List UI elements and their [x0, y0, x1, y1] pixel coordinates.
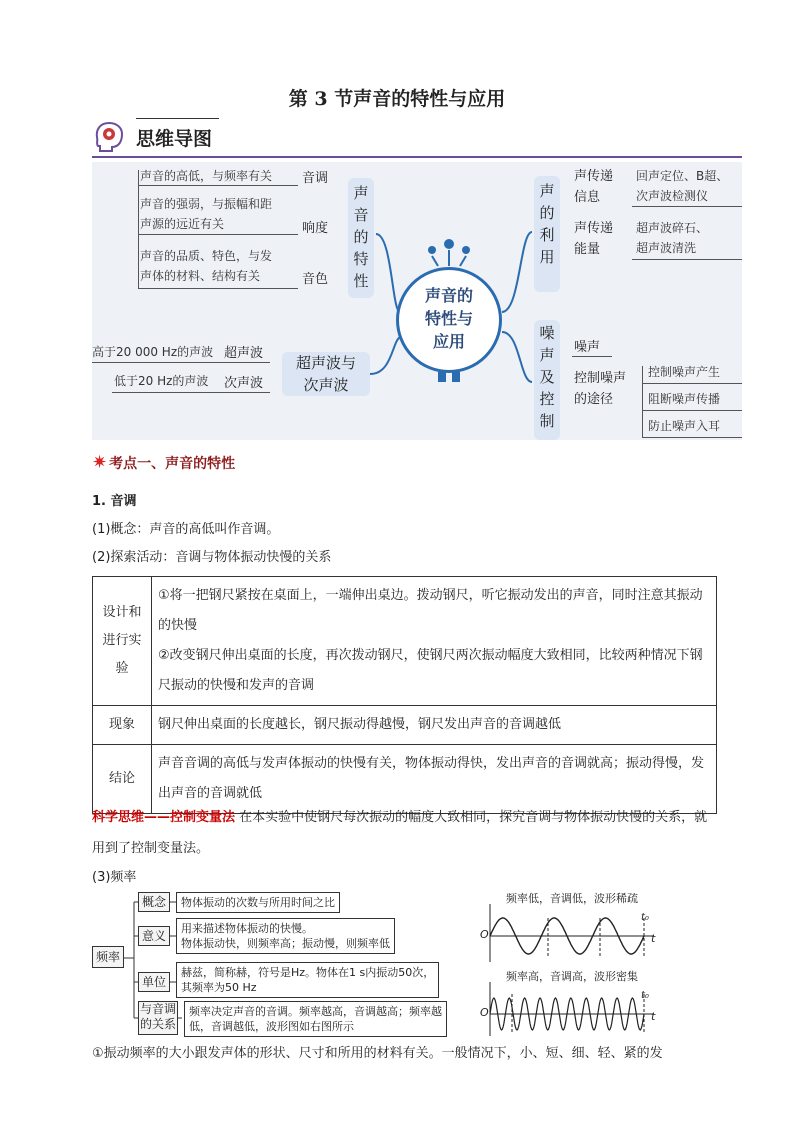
mm-box-ultrasound: 超声波与 次声波 — [282, 352, 370, 396]
mm-rb-key-1: 噪声 — [574, 340, 601, 355]
mm-left-key-1: 音调 — [302, 171, 329, 186]
science-thinking-label: 科学思维——控制变量法 — [92, 810, 236, 825]
waveform-figure — [476, 888, 662, 1038]
freq-label-relation: 与音调 的关系 — [138, 1001, 178, 1035]
mm-box-application: 声 的 利 用 — [534, 176, 560, 292]
design-step-1: ①将一把钢尺紧按在桌面上，一端伸出桌边。拨动钢尺，听它振动发出的声音，同时注意其振动的快慢 — [158, 588, 703, 633]
mindmap-header — [92, 118, 742, 158]
mm-rt-key-2: 声传递 能量 — [574, 221, 614, 257]
freq-root: 频率 — [92, 946, 124, 968]
wave-high-frequency — [490, 998, 644, 1030]
mm-rt-desc-2: 超声波碎石、 超声波清洗 — [636, 221, 709, 255]
science-thinking-note — [92, 802, 717, 864]
star-icon: ✷ — [92, 452, 108, 473]
freq-label-concept: 概念 — [138, 892, 170, 912]
mm-left-desc-2: 声音的强弱，与振幅和距 声源的远近有关 — [140, 197, 273, 231]
wave-top-label: 频率低，音调低，波形稀疏 — [506, 892, 638, 905]
mm-box-characteristics: 声 音 的 特 性 — [348, 178, 374, 298]
para-concept: (1)概念：声音的高低叫作音调。 — [92, 522, 280, 537]
wave-bottom-o: O — [480, 1006, 489, 1019]
mm-left-desc-3: 声音的品质、特色，与发 声体的材料、结构有关 — [140, 249, 273, 283]
brain-head-icon — [92, 120, 126, 154]
mm-lb-key-2: 次声波 — [224, 376, 264, 391]
experiment-table — [92, 576, 717, 814]
mm-lb-desc-2: 低于20 Hz的声波 — [114, 374, 209, 388]
mm-left-desc-1: 声音的高低，与频率有关 — [140, 169, 273, 183]
table-head-conclusion: 结论 — [93, 745, 152, 814]
header-top-rule — [136, 118, 219, 119]
mm-left-key-3: 音色 — [302, 272, 329, 287]
wave-bottom-label: 频率高，音调高，波形密集 — [506, 970, 638, 983]
mm-lb-key-1: 超声波 — [224, 346, 264, 361]
frequency-diagram — [92, 888, 472, 1038]
design-step-2: ②改变钢尺伸出桌面的长度，再次拨动钢尺，使钢尺两次振动幅度大致相同，比较两种情况下钢尺振动的快慢和发声的音调 — [158, 648, 703, 693]
mindmap-figure — [92, 162, 742, 440]
science-thinking-text: 在本实验中使钢尺每次振动的幅度大致相同，探究音调与物体振动快慢的关系，就用到了控制变量法。 — [92, 810, 708, 856]
wave-top-t0: t₀ — [641, 912, 649, 923]
table-head-phenomenon: 现象 — [93, 706, 152, 745]
wave-bottom-t: t — [651, 1010, 656, 1023]
freq-label-meaning: 意义 — [138, 926, 170, 946]
freq-text-concept: 物体振动的次数与所用时间之比 — [176, 892, 340, 913]
mm-rb-item-3: 防止噪声入耳 — [648, 419, 721, 433]
para-frequency: (3)频率 — [92, 870, 137, 885]
document-title: 第 3 节声音的特性与应用 — [288, 88, 506, 110]
section-title: ✷ 考点一、声音的特性 — [92, 452, 236, 473]
table-head-design: 设计和进行实验 — [93, 577, 152, 706]
mm-rt-desc-1: 回声定位、B超、 次声波检测仪 — [636, 169, 729, 203]
mindmap-header-label: 思维导图 — [136, 128, 213, 150]
mm-lb-desc-1: 高于20 000 Hz的声波 — [92, 345, 214, 359]
waveform-plots — [476, 888, 662, 1038]
mm-rb-key-2: 控制噪声 的途径 — [574, 371, 627, 407]
table-cell-design — [152, 577, 717, 706]
table-cell-conclusion: 声音音调的高低与发声体振动的快慢有关，物体振动得快，发出声音的音调就高；振动得慢，发出声音的音调就低 — [152, 745, 717, 814]
mm-left-key-2: 响度 — [302, 221, 329, 236]
mm-rb-item-1: 控制噪声产生 — [648, 365, 721, 379]
wave-top-o: O — [480, 928, 489, 941]
header-underline — [92, 156, 742, 158]
freq-label-unit: 单位 — [138, 972, 170, 992]
wave-bottom-t0: t₀ — [641, 990, 649, 1001]
mm-rb-item-2: 阻断噪声传播 — [648, 392, 721, 406]
heading-pitch: 1. 音调 — [92, 494, 137, 509]
mm-box-noise: 噪 声 及 控 制 — [534, 320, 560, 440]
freq-text-meaning: 用来描述物体振动的快慢。 物体振动快，则频率高；振动慢，则频率低 — [176, 918, 395, 954]
freq-text-relation: 频率决定声音的音调。频率越高，音调越高；频率越 低，音调越低，波形图如右图所示 — [184, 1001, 447, 1037]
mm-center-node: 声音的 特性与 应用 — [396, 267, 502, 373]
mm-rt-key-1: 声传递 信息 — [574, 169, 614, 205]
table-cell-phenomenon: 钢尺伸出桌面的长度越长，钢尺振动得越慢，钢尺发出声音的音调越低 — [152, 706, 717, 745]
freq-text-unit: 赫兹，简称赫，符号是Hz。物体在1 s内振动50次， 其频率为50 Hz — [176, 962, 439, 998]
para-activity: (2)探索活动：音调与物体振动快慢的关系 — [92, 550, 332, 565]
wave-top-t: t — [651, 932, 656, 945]
last-paragraph: ①振动频率的大小跟发声体的形状、尺寸和所用的材料有关。一般情况下，小、短、细、轻、紧的发 — [92, 1046, 663, 1061]
